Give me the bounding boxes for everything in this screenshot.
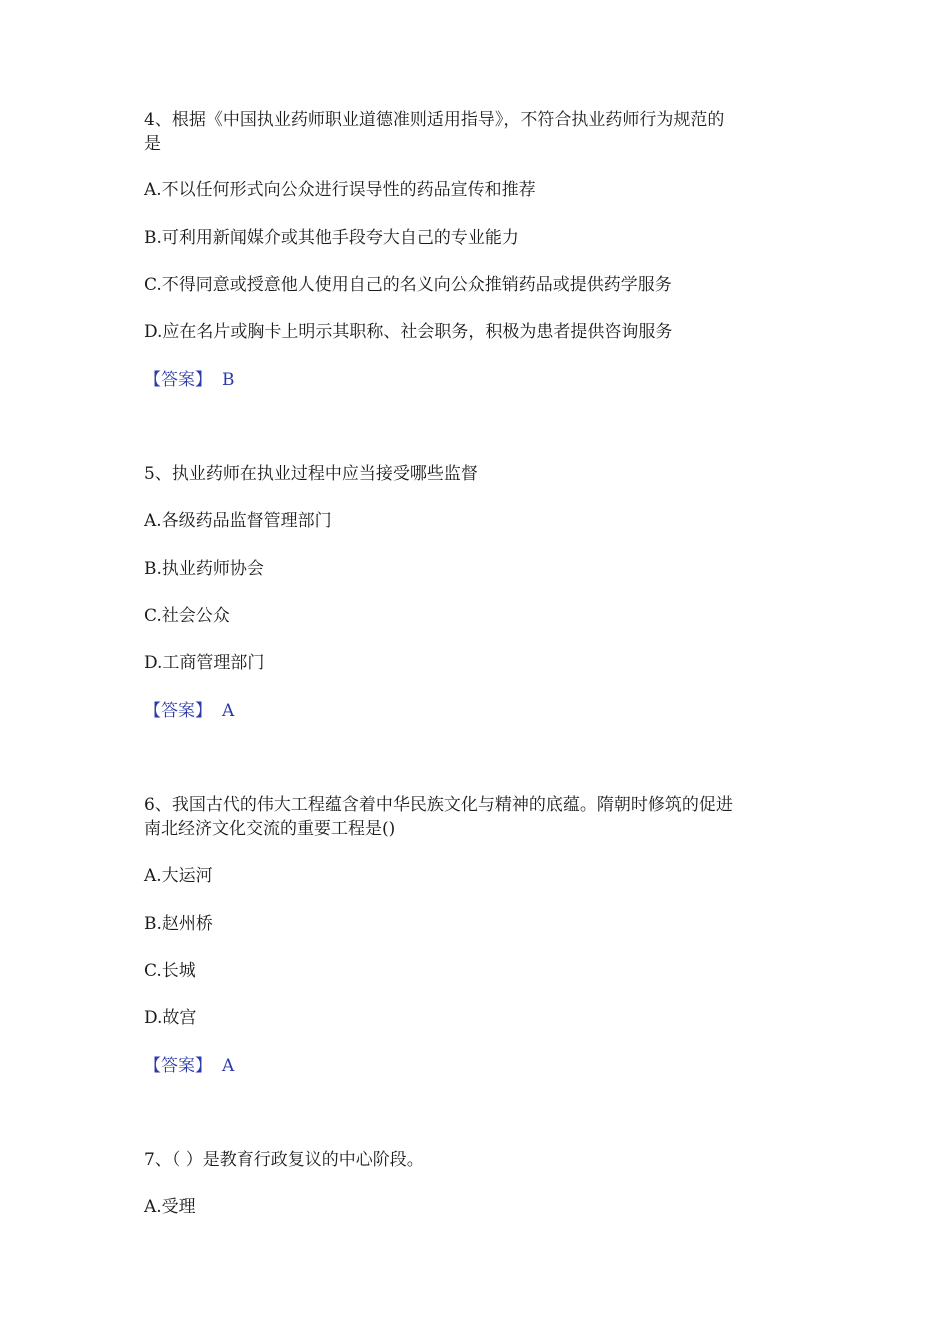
option-c: C.长城 — [144, 961, 196, 981]
answer-label: 【答案】 — [144, 701, 212, 721]
question-stem-line: 南北经济文化交流的重要工程是() — [144, 819, 396, 839]
option-a: A.大运河 — [144, 866, 213, 886]
option-b: B.可利用新闻媒介或其他手段夸大自己的专业能力 — [144, 228, 519, 248]
option-c: C.社会公众 — [144, 606, 230, 626]
option-d: D.应在名片或胸卡上明示其职称、社会职务，积极为患者提供咨询服务 — [144, 322, 673, 342]
question-stem-line: 7、（ ）是教育行政复议的中心阶段。 — [144, 1150, 424, 1170]
option-a: A.不以任何形式向公众进行误导性的药品宣传和推荐 — [144, 180, 536, 200]
answer-label: 【答案】 — [144, 370, 212, 390]
option-d: D.故宫 — [144, 1008, 197, 1028]
option-c: C.不得同意或授意他人使用自己的名义向公众推销药品或提供药学服务 — [144, 275, 672, 295]
answer-value: B — [222, 370, 235, 390]
answer-line — [144, 1054, 234, 1078]
question-stem-line: 6、我国古代的伟大工程蕴含着中华民族文化与精神的底蕴。隋朝时修筑的促进 — [144, 795, 733, 815]
question-stem-line: 4、根据《中国执业药师职业道德准则适用指导》，不符合执业药师行为规范的 — [144, 110, 725, 130]
question-stem-line: 5、执业药师在执业过程中应当接受哪些监督 — [144, 464, 478, 484]
option-d: D.工商管理部门 — [144, 653, 265, 673]
option-a: A.各级药品监督管理部门 — [144, 511, 332, 531]
answer-line — [144, 699, 234, 723]
answer-label: 【答案】 — [144, 1056, 212, 1076]
question-stem-line: 是 — [144, 134, 161, 154]
option-a: A.受理 — [144, 1197, 196, 1217]
answer-value: A — [222, 701, 235, 721]
option-b: B.执业药师协会 — [144, 559, 264, 579]
option-b: B.赵州桥 — [144, 914, 213, 934]
answer-value: A — [222, 1056, 235, 1076]
answer-line — [144, 368, 235, 392]
